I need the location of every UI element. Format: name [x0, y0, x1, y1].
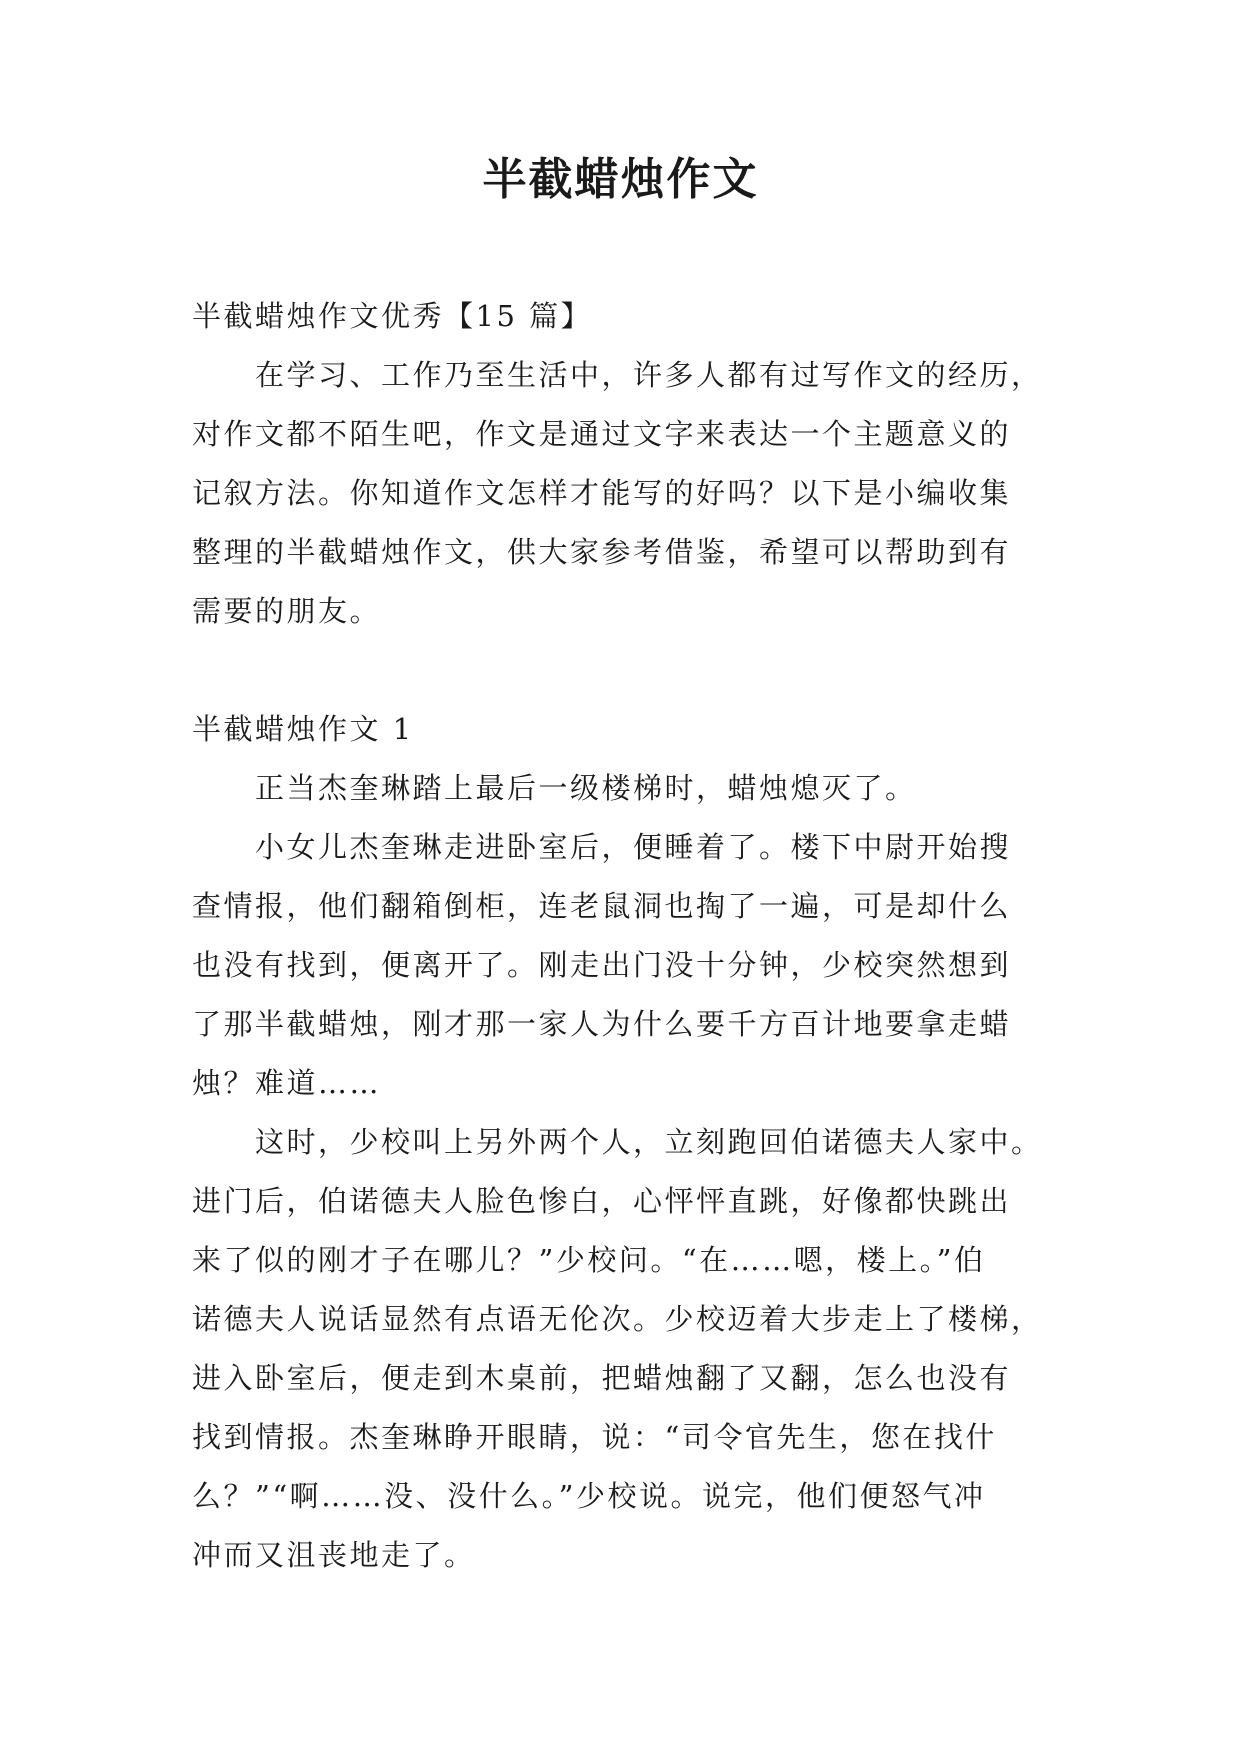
intro-line: 对作文都不陌生吧，作文是通过文字来表达一个主题意义的 [192, 417, 1012, 451]
intro-line: 需要的朋友。 [192, 594, 382, 628]
paragraph-line: 么？”“啊……没、没什么。”少校说。说完，他们便怒气冲 [192, 1479, 986, 1513]
document-subtitle: 半截蜡烛作文优秀【15 篇】 [192, 299, 593, 333]
intro-line: 记叙方法。你知道作文怎样才能写的好吗？以下是小编收集 [192, 476, 1012, 510]
section-spacer [192, 641, 1052, 700]
document-body [192, 287, 1052, 1585]
intro-line: 在学习、工作乃至生活中，许多人都有过写作文的经历， [192, 358, 1043, 392]
paragraph-line: 进入卧室后，便走到木桌前，把蜡烛翻了又翻，怎么也没有 [192, 1361, 1012, 1395]
paragraph-line: 来了似的刚才子在哪儿？”少校问。“在……嗯，楼上。”伯 [192, 1243, 986, 1277]
paragraph-line: 了那半截蜡烛，刚才那一家人为什么要千方百计地要拿走蜡 [192, 1007, 1012, 1041]
paragraph-line: 正当杰奎琳踏上最后一级楼梯时，蜡烛熄灭了。 [192, 771, 917, 805]
paragraph-line: 诺德夫人说话显然有点语无伦次。少校迈着大步走上了楼梯， [192, 1302, 1043, 1336]
document-title: 半截蜡烛作文 [482, 154, 759, 205]
paragraph-line: 进门后，伯诺德夫人脸色惨白，心怦怦直跳，好像都快跳出 [192, 1184, 1012, 1218]
paragraph-line: 找到情报。杰奎琳睁开眼睛，说：“司令官先生，您在找什 [192, 1420, 997, 1454]
intro-line: 整理的半截蜡烛作文，供大家参考借鉴，希望可以帮助到有 [192, 535, 1012, 569]
paragraph-line: 冲而又沮丧地走了。 [192, 1538, 476, 1572]
section-heading: 半截蜡烛作文 1 [192, 712, 414, 746]
paragraph-line: 也没有找到，便离开了。刚走出门没十分钟，少校突然想到 [192, 948, 1012, 982]
paragraph-line: 查情报，他们翻箱倒柜，连老鼠洞也掏了一遍，可是却什么 [192, 889, 1012, 923]
paragraph-line: 烛？难道…… [192, 1066, 382, 1100]
paragraph-line: 这时，少校叫上另外两个人，立刻跑回伯诺德夫人家中。 [192, 1125, 1043, 1159]
paragraph-line: 小女儿杰奎琳走进卧室后，便睡着了。楼下中尉开始搜 [192, 830, 1012, 864]
